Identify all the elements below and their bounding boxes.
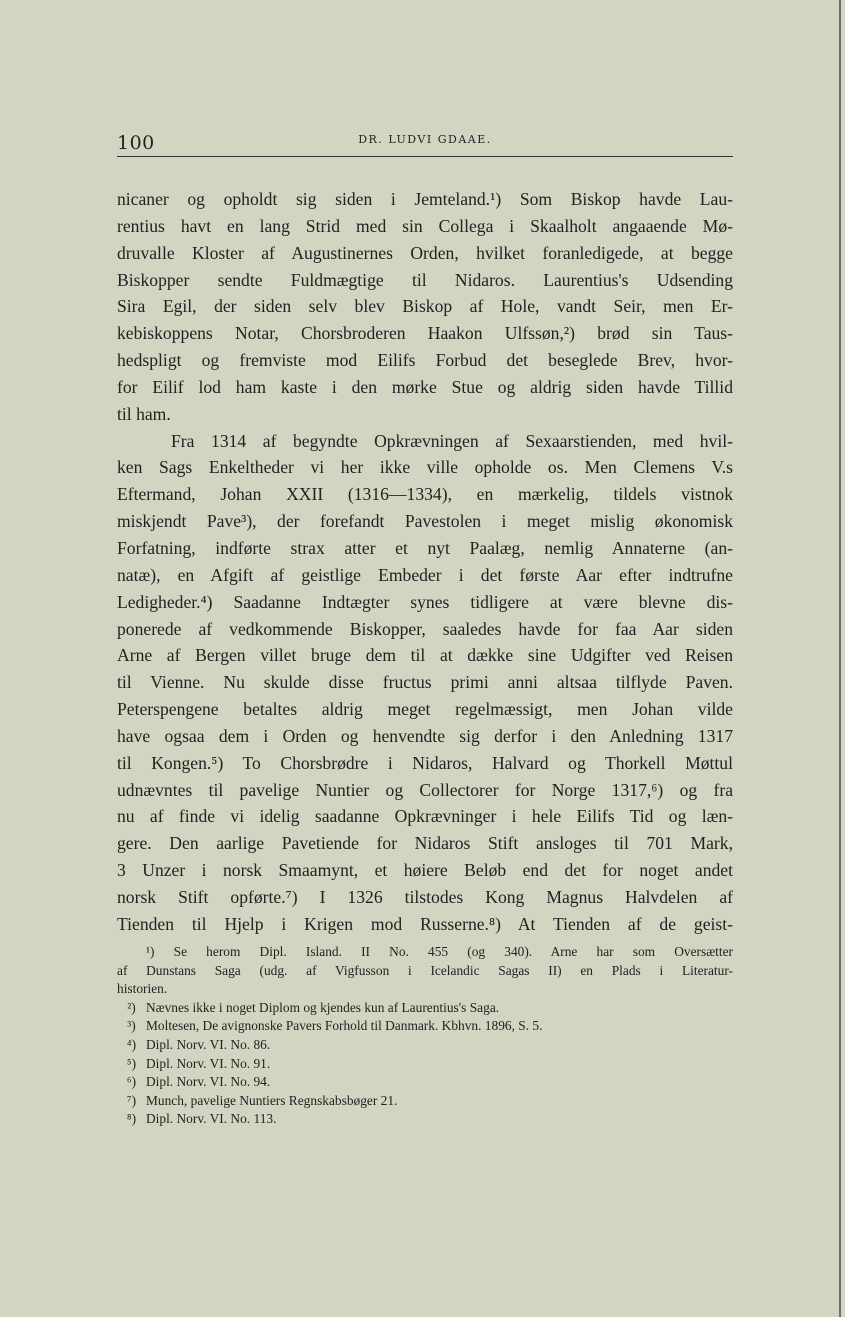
footnote-mark: ⁵) xyxy=(126,1055,137,1071)
text-line: miskjendt Pave³), der forefandt Pavestolen i meget mislig økonomisk xyxy=(117,511,733,532)
text-line: Biskopper sendte Fuldmægtige til Nidaros. Laurentius's Udsending xyxy=(117,269,733,290)
footnote-mark: ¹) xyxy=(146,944,155,959)
text-line: Sira Egil, der siden selv blev Biskop af Hole, vandt Seir, men Er- xyxy=(117,296,733,317)
text-line: for Eilif lod ham kaste i den mørke Stue og aldrig siden havde Tillid xyxy=(117,376,733,397)
footnote-4 xyxy=(117,1036,733,1055)
text-line: Forfatning, indførte strax atter et nyt Paalæg, nemlig Annaterne (an- xyxy=(117,537,733,558)
footnote-text: Dipl. Norv. VI. No. 94. xyxy=(146,1074,271,1090)
text-line: Peterspengene betaltes aldrig meget regelmæssigt, men Johan vilde xyxy=(117,699,733,720)
text-line: gere. Den aarlige Pavetiende for Nidaros Stift ansloges til 701 Mark, xyxy=(117,833,733,854)
text-line: nicaner og opholdt sig siden i Jemteland.¹) Som Biskop havde Lau- xyxy=(117,189,733,209)
footnote-text: Dipl. Norv. VI. No. 91. xyxy=(146,1055,271,1071)
footnote-text: Dipl. Norv. VI. No. 86. xyxy=(146,1036,271,1052)
page-edge-divider xyxy=(839,0,841,1317)
text-line: nu af finde vi idelig saadanne Opkrævninger i hele Eilifs Tid og læn- xyxy=(117,806,733,827)
text-line: natæ), en Afgift af geistlige Embeder i det første Aar efter indtrufne xyxy=(117,564,733,585)
page-header xyxy=(117,128,733,157)
footnote-1-cont: historien. xyxy=(117,981,168,997)
running-head: DR. LUDVI GDAAE. xyxy=(358,133,492,146)
text-line: til ham. xyxy=(117,403,171,424)
footnote-6 xyxy=(117,1073,733,1092)
page-number: 100 xyxy=(117,132,155,154)
main-text xyxy=(117,186,733,938)
text-line: rentius havt en lang Strid med sin Collega i Skaalholt angaaende Mø- xyxy=(117,215,733,236)
footnote-5 xyxy=(117,1055,733,1074)
footnote-mark: ³) xyxy=(127,1018,136,1034)
footnote-1-cont: af Dunstans Saga (udg. af Vigfusson i Icelandic Sagas II) en Plads i Literatur- xyxy=(117,962,733,978)
text-line: udnævntes til pavelige Nuntier og Collectorer for Norge 1317,⁶) og fra xyxy=(117,779,733,800)
text-line: Eftermand, Johan XXII (1316—1334), en mærkelig, tildels vistnok xyxy=(117,484,733,505)
footnote-text: Dipl. Norv. VI. No. 113. xyxy=(146,1111,277,1127)
text-line: Ledigheder.⁴) Saadanne Indtægter synes tidligere at være blevne dis- xyxy=(117,591,733,612)
footnote-mark: ⁴) xyxy=(126,1036,137,1052)
text-line: norsk Stift opførte.⁷) I 1326 tilstodes Kong Magnus Halvdelen af xyxy=(117,886,733,907)
footnote-text: Munch, pavelige Nuntiers Regnskabsbøger 21. xyxy=(146,1092,398,1108)
text-line: have ogsaa dem i Orden og henvendte sig derfor i den Anledning 1317 xyxy=(117,725,733,746)
text-line: ken Sags Enkeltheder vi her ikke ville opholde os. Men Clemens V.s xyxy=(117,457,733,478)
footnote-mark: ⁶) xyxy=(126,1074,137,1090)
text-line: hedspligt og fremviste mod Eilifs Forbud det beseglede Brev, hvor- xyxy=(117,350,733,371)
text-line: Tienden til Hjelp i Krigen mod Russerne.⁸) At Tienden af de geist- xyxy=(117,913,733,934)
footnote-3 xyxy=(117,1017,733,1036)
footnote-text: Moltesen, De avignonske Pavers Forhold til Danmark. Kbhvn. 1896, S. 5. xyxy=(146,1018,543,1034)
text-line: til Vienne. Nu skulde disse fructus primi anni altsaa tilflyde Paven. xyxy=(117,672,733,693)
text-line: 3 Unzer i norsk Smaamynt, et høiere Beløb end det for noget andet xyxy=(117,860,733,881)
text-line: ponerede af vedkommende Biskopper, saaledes havde for faa Aar siden xyxy=(117,618,733,639)
footnote-mark: ⁷) xyxy=(126,1092,137,1108)
footnote-mark: ²) xyxy=(127,999,136,1015)
text-line: druvalle Kloster af Augustinernes Orden, hvilket foranledigede, at begge xyxy=(117,242,733,263)
footnote-mark: ⁸) xyxy=(126,1111,137,1127)
footnote-text: Nævnes ikke i noget Diplom og kjendes kun af Laurentius's Saga. xyxy=(146,999,500,1015)
footnote-7 xyxy=(117,1092,733,1111)
footnote-text: Se herom Dipl. Island. II No. 455 (og 340). Arne har som Oversætter xyxy=(173,944,733,959)
footnote-8 xyxy=(117,1110,733,1129)
text-line: Fra 1314 af begyndte Opkrævningen af Sexaarstienden, med hvil- xyxy=(171,430,733,451)
text-line: kebiskoppens Notar, Chorsbroderen Haakon Ulfssøn,²) brød sin Taus- xyxy=(117,323,733,344)
text-line: til Kongen.⁵) To Chorsbrødre i Nidaros, Halvard og Thorkell Møttul xyxy=(117,752,733,773)
footnote-2 xyxy=(117,999,733,1018)
footnotes xyxy=(117,943,733,1129)
footnote-1 xyxy=(117,943,733,962)
text-line: Arne af Bergen villet bruge dem til at dække sine Udgifter ved Reisen xyxy=(117,645,733,666)
